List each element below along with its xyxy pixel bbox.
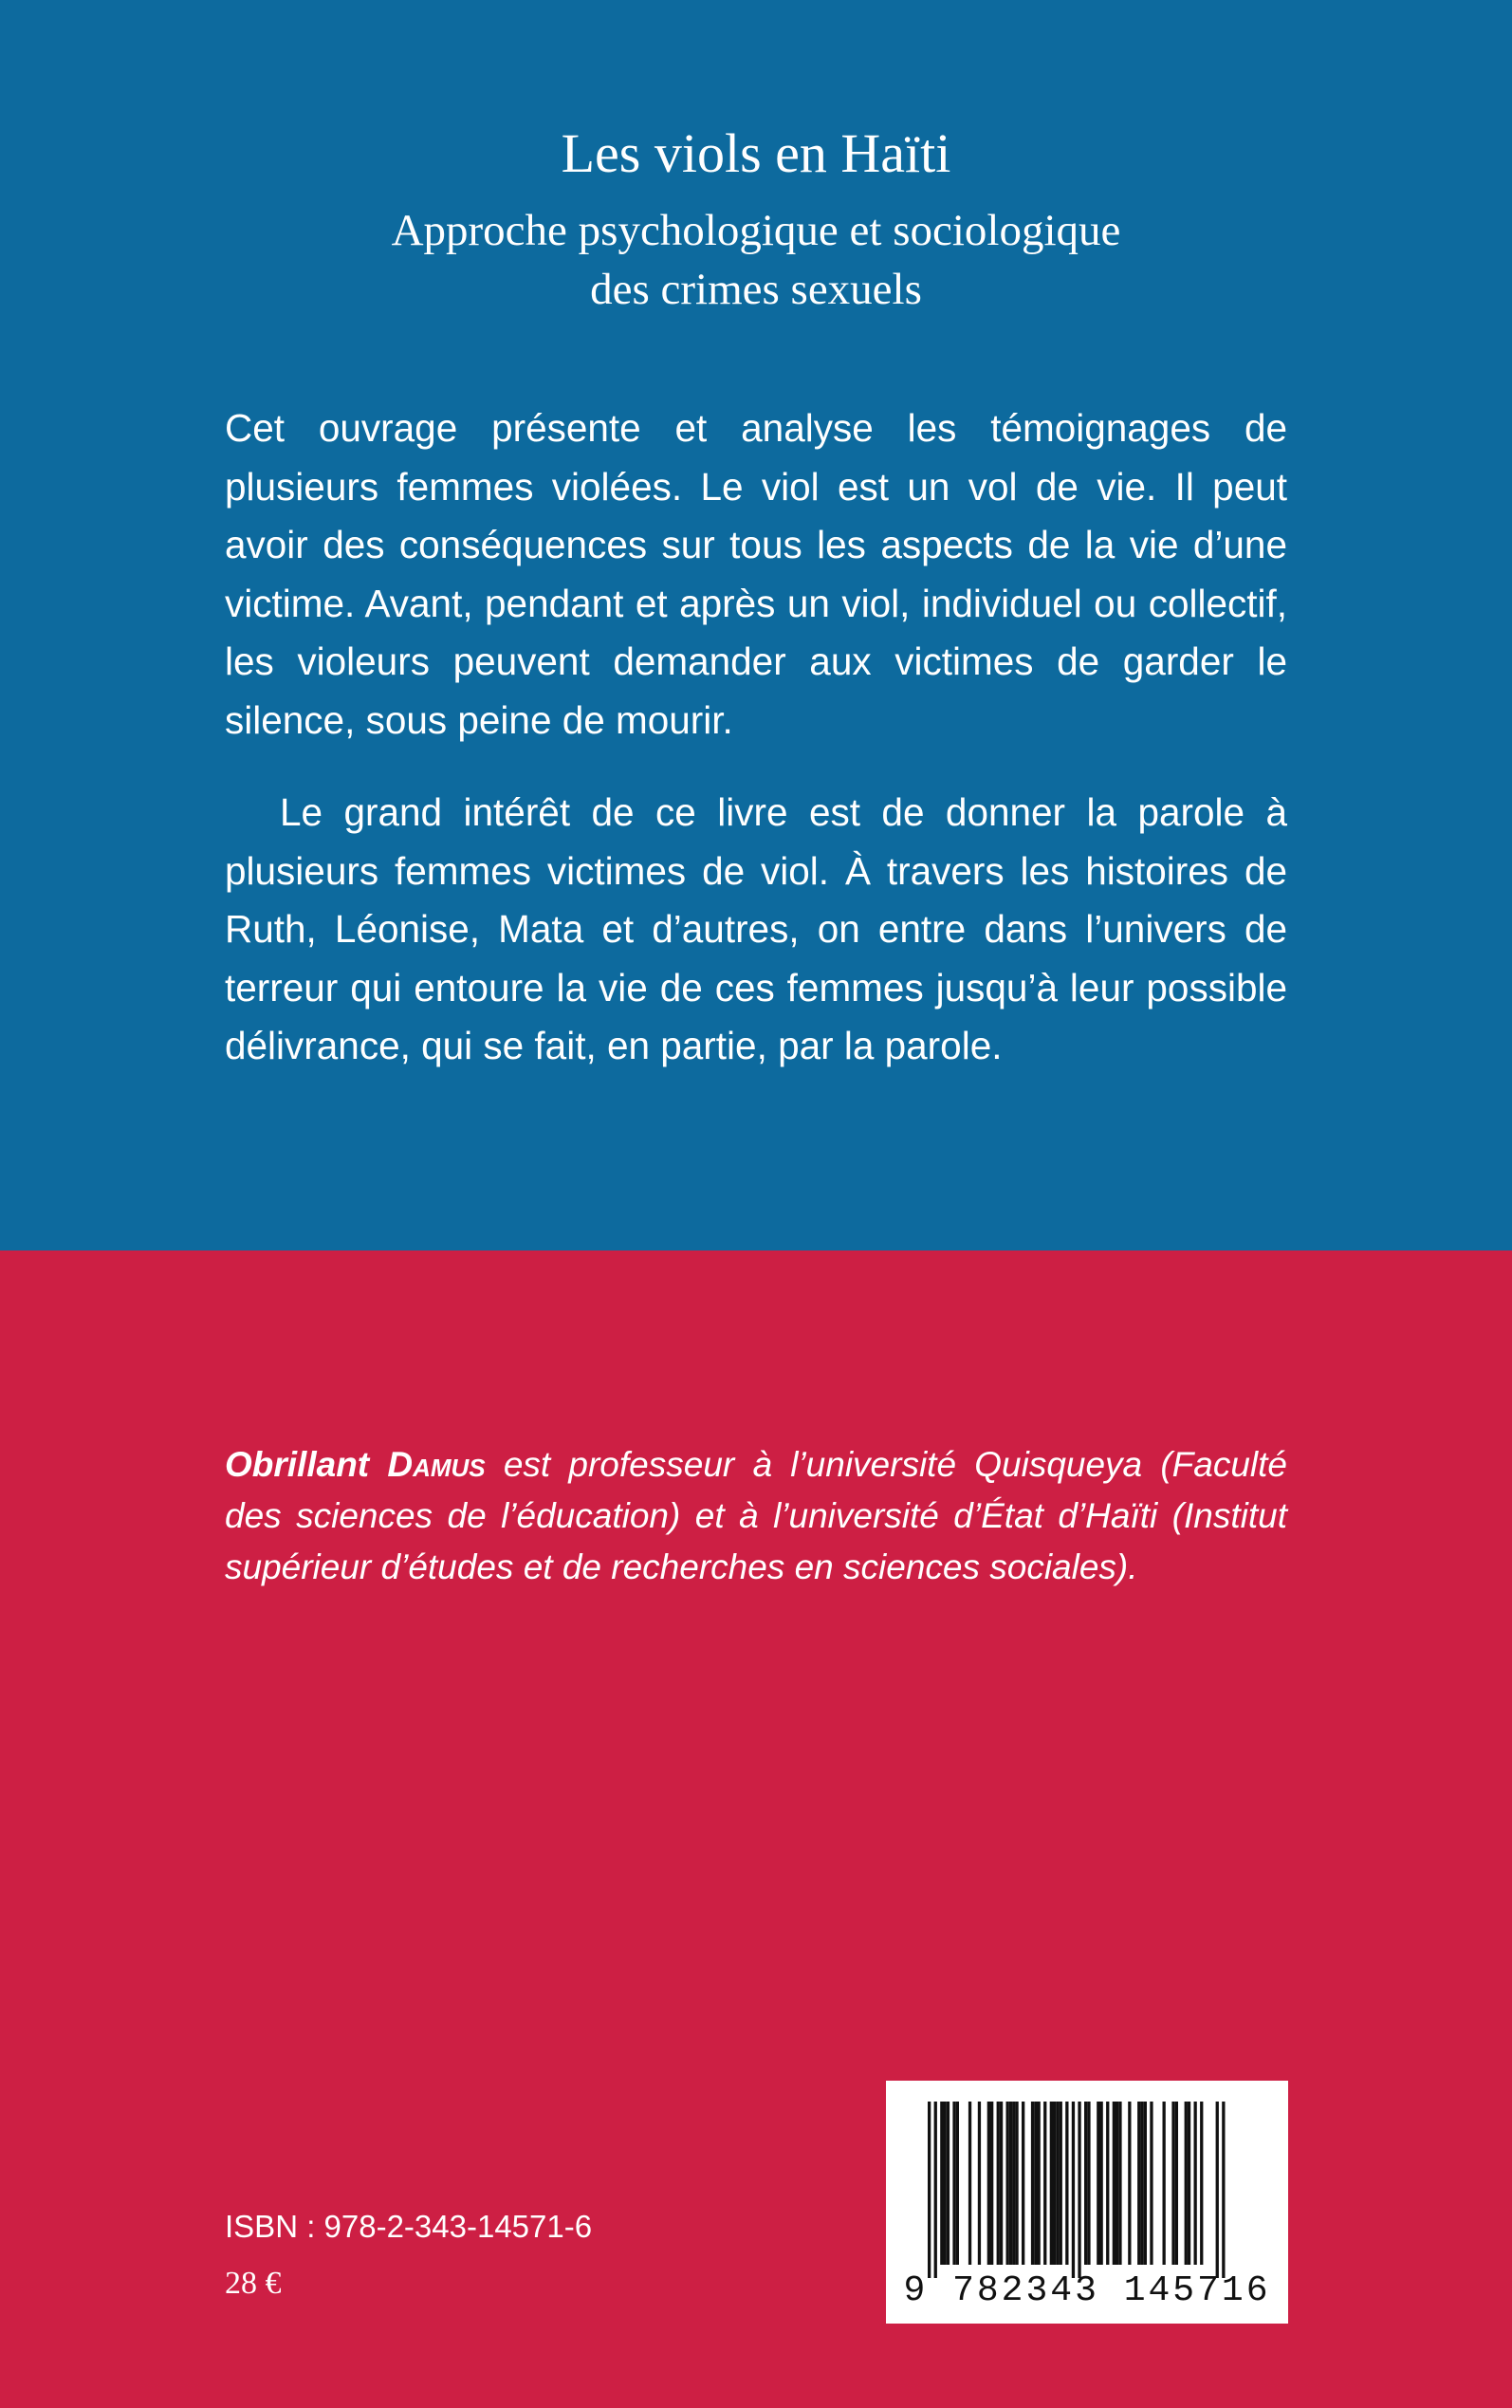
barcode-bar <box>1118 2102 1121 2265</box>
barcode-bar <box>1222 2102 1225 2278</box>
barcode-bar <box>1009 2102 1012 2265</box>
barcode-bar <box>1022 2102 1024 2265</box>
author-last-name: Damus <box>387 1445 486 1484</box>
barcode-bar <box>1171 2102 1174 2265</box>
summary-paragraph-1: Cet ouvrage présente et analyse les témoignages de plusieurs femmes violées. Le viol est un vol de vie. Il peut avoir des conséquences sur tous les aspects de la vie d’une victime. Avant, pendant et après un viol, individuel ou collectif, les violeurs peuvent demander aux victimes de garder le silence, sous peine de mourir. <box>225 406 1287 742</box>
barcode-bar <box>968 2102 971 2265</box>
barcode-bar <box>1150 2102 1152 2265</box>
barcode-bar <box>1043 2102 1046 2265</box>
subtitle-line-2: des crimes sexuels <box>590 265 922 314</box>
author-bio <box>225 1439 1287 1593</box>
barcode-bar <box>1034 2102 1037 2265</box>
barcode-bar <box>1185 2102 1188 2265</box>
barcode-bar <box>997 2102 1000 2265</box>
barcode <box>886 2081 1288 2324</box>
barcode-bar <box>1072 2102 1075 2278</box>
barcode-bar <box>1140 2102 1143 2265</box>
barcode-bar <box>1012 2102 1015 2265</box>
barcode-bar <box>1015 2102 1018 2265</box>
barcode-bar <box>1144 2102 1147 2265</box>
barcode-bar <box>1163 2102 1166 2265</box>
back-cover-summary <box>225 399 1287 1076</box>
barcode-bar <box>1116 2102 1118 2265</box>
book-subtitle <box>0 201 1512 319</box>
barcode-bar <box>1006 2102 1009 2265</box>
barcode-bar <box>1097 2102 1099 2265</box>
barcode-bar <box>1060 2102 1062 2265</box>
author-first-name: Obrillant <box>225 1445 370 1484</box>
barcode-bar <box>1194 2102 1197 2265</box>
barcode-bar <box>947 2102 950 2265</box>
barcode-bar <box>978 2102 981 2265</box>
barcode-digits: 9 782343 145716 <box>903 2270 1271 2311</box>
summary-paragraph-2: Le grand intérêt de ce livre est de donner la parole à plusieurs femmes victimes de viol. À travers les histoires de Ruth, Léonise, Mata et d’autres, on entre dans l’univers de terreur qui entoure la vie de ces femmes jusqu’à leur possible délivrance, qui se fait, en partie, par la parole. <box>225 790 1287 1067</box>
barcode-bar <box>1065 2102 1068 2265</box>
barcode-bar <box>1106 2102 1109 2265</box>
barcode-bar <box>1084 2102 1087 2265</box>
barcode-bar <box>1078 2102 1080 2278</box>
barcode-bar <box>987 2102 990 2265</box>
barcode-bar <box>1038 2102 1041 2265</box>
barcode-bar <box>1113 2102 1116 2265</box>
barcode-bar <box>944 2102 947 2265</box>
price-text: 28 € <box>225 2266 282 2301</box>
barcode-bar <box>1216 2102 1219 2278</box>
barcode-bar <box>940 2102 943 2265</box>
barcode-bar <box>1056 2102 1059 2265</box>
barcode-bar <box>928 2102 931 2278</box>
isbn-text: ISBN : 978-2-343-14571-6 <box>225 2209 593 2244</box>
barcode-bar <box>1087 2102 1090 2265</box>
barcode-bar <box>990 2102 993 2265</box>
barcode-bar <box>952 2102 955 2265</box>
barcode-bar <box>1188 2102 1190 2265</box>
barcode-bar <box>1031 2102 1034 2265</box>
barcode-bar <box>1128 2102 1131 2265</box>
barcode-bar <box>1050 2102 1053 2265</box>
barcode-bar <box>934 2102 937 2278</box>
author-bio-text: est professeur à l’université Quisqueya (Faculté des sciences de l’éducation) et à l’université d’État d’Haïti (Institut supérieur d’études et de recherches en sciences sociales). <box>225 1445 1287 1586</box>
book-title: Les viols en Haïti <box>561 122 951 184</box>
subtitle-line-1: Approche psychologique et sociologique <box>391 206 1121 255</box>
barcode-bar <box>1053 2102 1056 2265</box>
barcode-bar <box>1000 2102 1003 2265</box>
barcode-bar <box>1175 2102 1178 2265</box>
barcode-bar <box>1200 2102 1203 2265</box>
barcode-bar <box>1100 2102 1103 2265</box>
barcode-bar <box>1137 2102 1140 2265</box>
barcode-bar <box>956 2102 959 2265</box>
